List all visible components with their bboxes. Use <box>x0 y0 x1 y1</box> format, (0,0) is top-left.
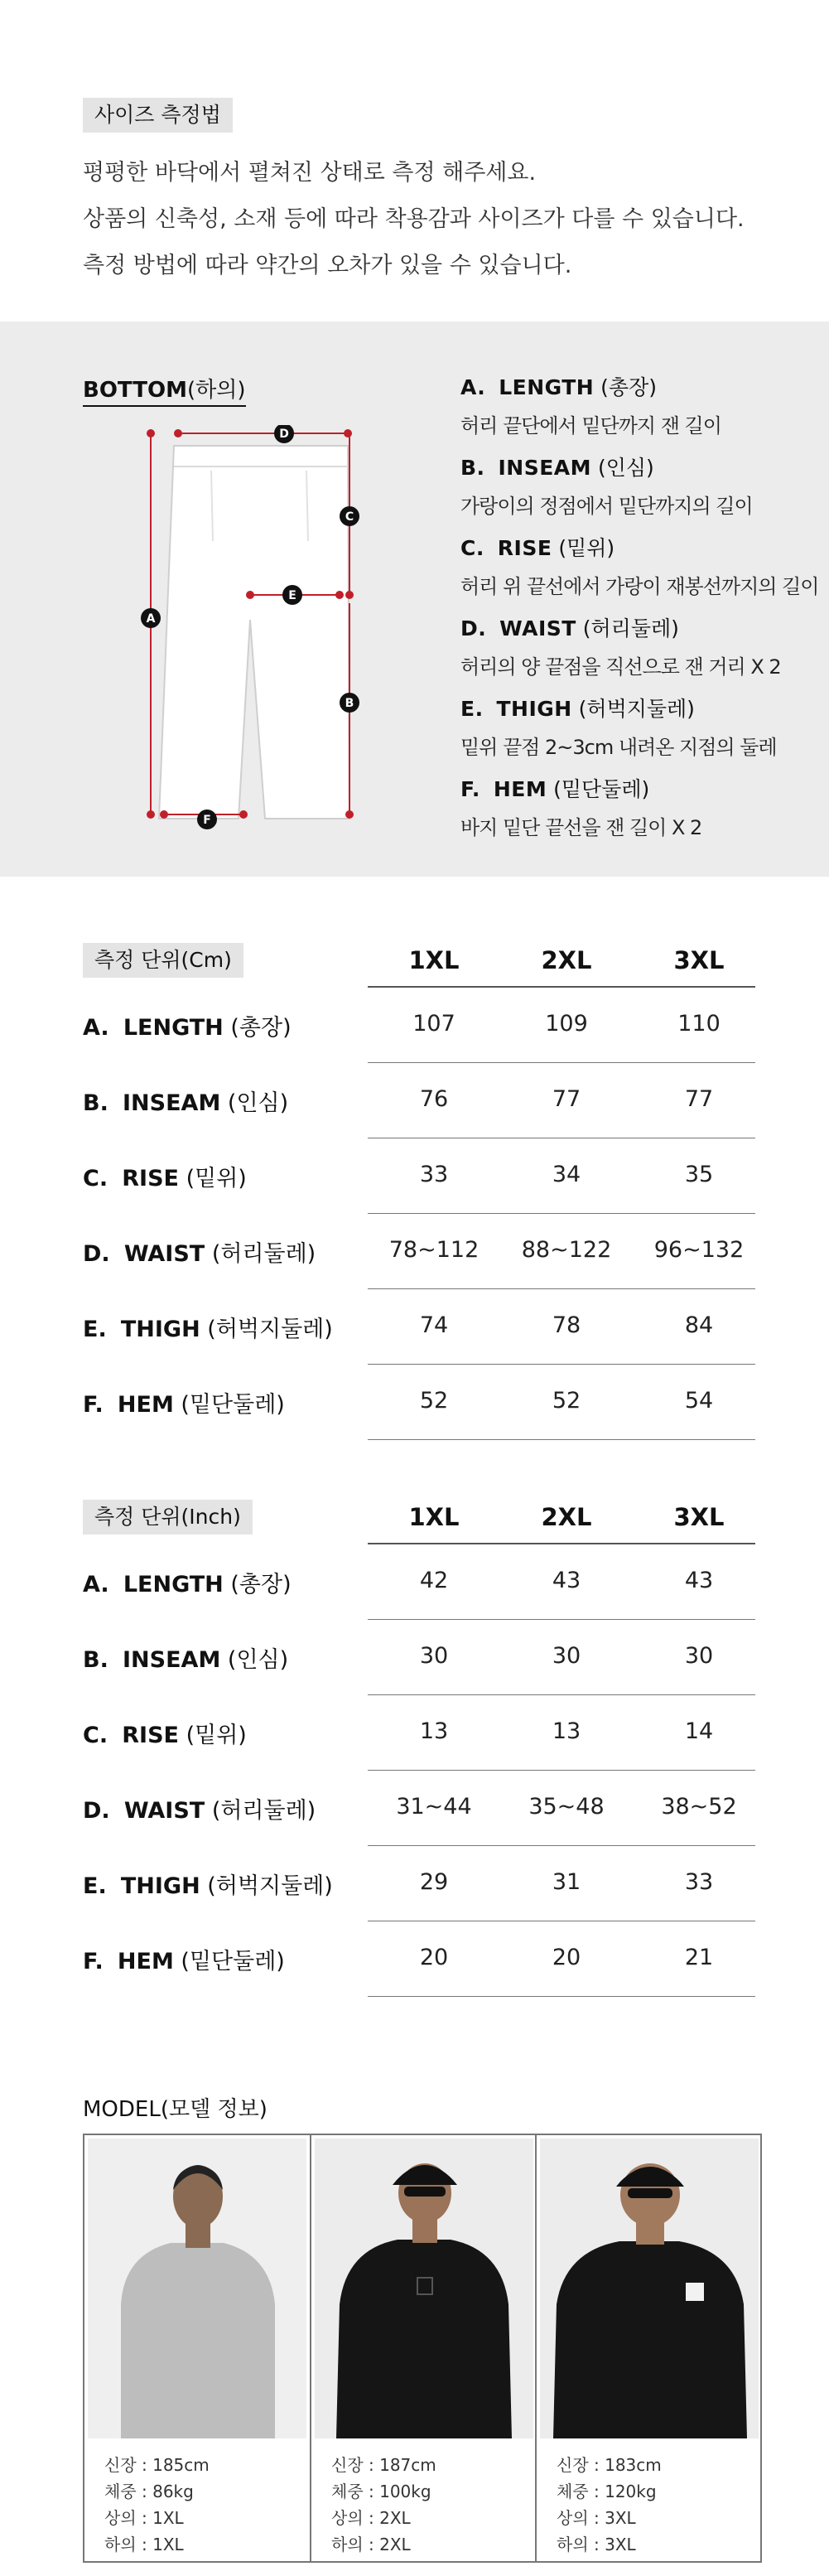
table-row: F. HEM (밑단둘레) 20 20 21 <box>83 1921 755 1997</box>
table-row: A. LENGTH (총장) 42 43 43 <box>83 1544 755 1620</box>
model-photo <box>315 2139 533 2438</box>
table-row: A. LENGTH (총장) 107 109 110 <box>83 988 755 1063</box>
size-table-inch <box>83 1500 755 1997</box>
marker-c <box>340 506 359 526</box>
column-header: 3XL <box>673 946 725 974</box>
guide-tag: 사이즈 측정법 <box>83 98 233 133</box>
svg-text:A: A <box>146 612 156 626</box>
model-card <box>535 2135 760 2561</box>
model-stats: 신장 : 185cm 체중 : 86kg 상의 : 1XL 하의 : 1XL <box>104 2455 210 2554</box>
model-shirt <box>336 2240 512 2438</box>
model-card <box>84 2135 310 2561</box>
measurement-rise: C. RISE (밑위) 허리 위 끝선에서 가랑이 재봉선까지의 길이 <box>460 536 819 598</box>
measurement-thigh: E. THIGH (허벅지둘레) 밑위 끝점 2~3cm 내려온 지점의 둘레 <box>460 697 777 759</box>
unit-tag: 측정 단위(Inch) <box>83 1500 253 1534</box>
pants-illustration <box>133 425 389 839</box>
column-header: 1XL <box>408 946 460 974</box>
marker-f <box>197 810 217 829</box>
svg-text:F: F <box>203 814 211 827</box>
svg-text:B: B <box>345 697 354 710</box>
svg-text:C: C <box>345 510 354 524</box>
measurement-inseam: B. INSEAM (인심) 가랑이의 정점에서 밑단까지의 길이 <box>460 456 753 518</box>
guide-line: 상품의 신축성, 소재 등에 따라 착용감과 사이즈가 다를 수 있습니다. <box>83 206 745 232</box>
model-info-grid <box>83 2134 762 2563</box>
table-row: E. THIGH (허벅지둘레) 29 31 33 <box>83 1846 755 1921</box>
measurement-length: A. LENGTH (총장) 허리 끝단에서 밑단까지 잰 길이 <box>460 375 721 437</box>
column-header: 2XL <box>541 946 592 974</box>
marker-a <box>141 608 161 628</box>
model-photo <box>540 2139 759 2438</box>
pants-diagram-section <box>0 321 829 877</box>
marker-d <box>274 425 294 443</box>
column-header: 3XL <box>673 1503 725 1531</box>
table-row: D. WAIST (허리둘레) 78~112 88~122 96~132 <box>83 1214 755 1289</box>
diagram-title: BOTTOM(하의) <box>83 373 246 407</box>
model-shirt <box>121 2243 275 2438</box>
model-stats: 신장 : 183cm 체중 : 120kg 상의 : 3XL 하의 : 3XL <box>557 2455 662 2554</box>
table-row: C. RISE (밑위) 33 34 35 <box>83 1138 755 1214</box>
table-row: B. INSEAM (인심) 76 77 77 <box>83 1063 755 1138</box>
measurement-guide-section <box>0 0 829 321</box>
table-row: E. THIGH (허벅지둘레) 74 78 84 <box>83 1289 755 1365</box>
svg-text:D: D <box>279 428 289 441</box>
marker-e <box>282 585 302 605</box>
model-card <box>310 2135 535 2561</box>
table-row: F. HEM (밑단둘레) 52 52 54 <box>83 1365 755 1440</box>
model-stats: 신장 : 187cm 체중 : 100kg 상의 : 2XL 하의 : 2XL <box>331 2455 436 2554</box>
measurement-hem: F. HEM (밑단둘레) 바지 밑단 끝선을 잰 길이 X 2 <box>460 777 702 839</box>
column-header: 1XL <box>408 1503 460 1531</box>
column-header: 2XL <box>541 1503 592 1531</box>
model-shirt <box>553 2241 747 2438</box>
table-row: D. WAIST (허리둘레) 31~44 35~48 38~52 <box>83 1771 755 1846</box>
table-row: B. INSEAM (인심) 30 30 30 <box>83 1620 755 1695</box>
unit-tag: 측정 단위(Cm) <box>83 943 243 978</box>
guide-line: 측정 방법에 따라 약간의 오차가 있을 수 있습니다. <box>83 253 572 278</box>
size-table-cm <box>83 943 755 1440</box>
guide-line: 평평한 바닥에서 펼쳐진 상태로 측정 해주세요. <box>83 160 537 186</box>
table-row: C. RISE (밑위) 13 13 14 <box>83 1695 755 1771</box>
marker-b <box>340 693 359 713</box>
model-photo <box>88 2139 306 2438</box>
svg-text:E: E <box>288 589 296 602</box>
measurement-waist: D. WAIST (허리둘레) 허리의 양 끝점을 직선으로 잰 거리 X 2 <box>460 616 781 679</box>
model-section-title: MODEL(모델 정보) <box>83 2097 267 2122</box>
